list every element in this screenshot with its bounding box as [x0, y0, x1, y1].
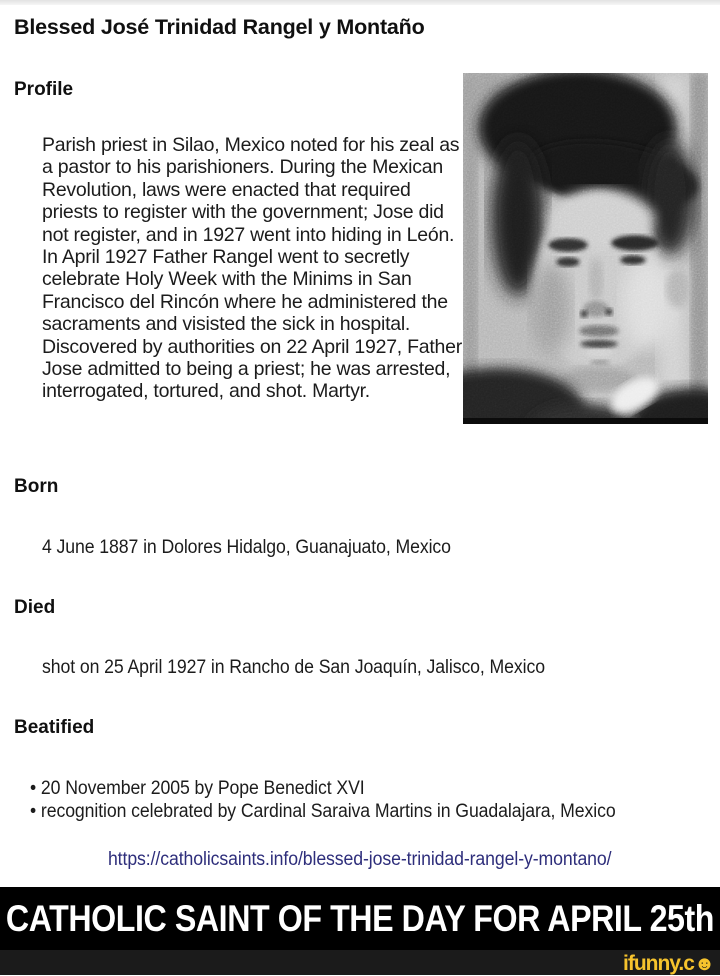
profile-heading: Profile: [14, 79, 74, 100]
beatified-item: • 20 November 2005 by Pope Benedict XVI: [30, 778, 365, 799]
bottom-banner: [0, 887, 720, 950]
portrait-photo-art: [463, 73, 708, 424]
top-border-strip: [0, 0, 720, 5]
banner-title: CATHOLIC SAINT OF THE DAY FOR APRIL 25th: [5, 897, 715, 939]
smiley-icon: ☻: [693, 953, 715, 975]
beatified-heading: Beatified: [14, 717, 95, 738]
bullet-icon: •: [30, 778, 37, 799]
beatified-list: [30, 777, 660, 823]
page-title: Blessed José Trinidad Rangel y Montaño: [14, 15, 425, 39]
died-value: shot on 25 April 1927 in Rancho de San Joaquín, Jalisco, Mexico: [42, 657, 545, 678]
born-heading: Born: [14, 476, 59, 497]
born-value: 4 June 1887 in Dolores Hidalgo, Guanajuato, Mexico: [42, 537, 451, 558]
source-link[interactable]: https://catholicsaints.info/blessed-jose-trinidad-rangel-y-montano/: [108, 849, 612, 870]
beatified-item: • recognition celebrated by Cardinal Saraiva Martins in Guadalajara, Mexico: [30, 801, 616, 822]
died-heading: Died: [14, 597, 56, 618]
bullet-icon: •: [30, 801, 37, 822]
footer-band: [0, 950, 720, 975]
ifunny-watermark: ifunny.c☻: [623, 952, 715, 975]
portrait-photo: [463, 73, 708, 424]
profile-text: Parish priest in Silao, Mexico noted for his zeal as a pastor to his parishioners. During the Mexican Revolution, laws were enacted that required priests to register with the government; Jose did not register, and in 1927 went into hiding in León. In April 1927 Father Rangel went to secretly celebrate Holy Week with the Minims in San Francisco del Rincón where he administered the sacraments and visisted the sick in hospital. Discovered by authorities on 22 April 1927, Father Jose admitted to being a priest; he was arrested, interrogated, tortured, and shot. Martyr.: [42, 134, 462, 403]
